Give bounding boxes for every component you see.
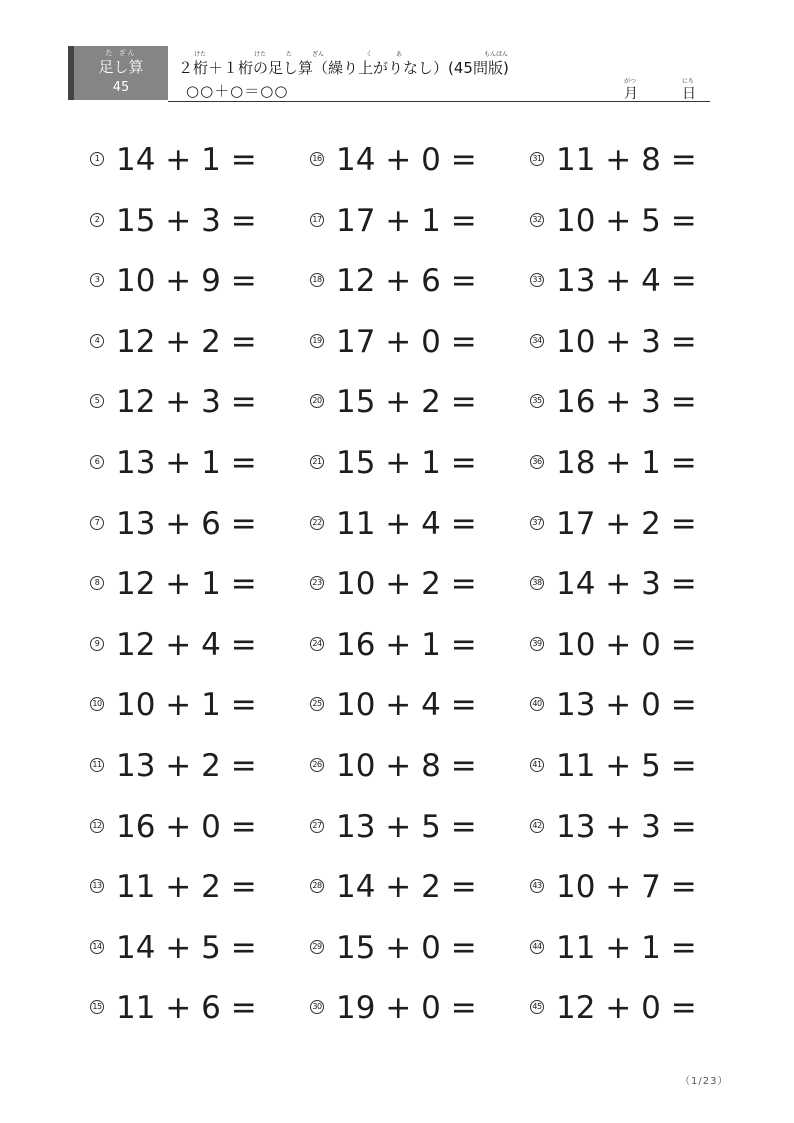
problem-expression: 12 + 6 = [336,263,477,300]
problem-number: 35 [530,394,544,408]
problem-number: 2 [90,213,104,227]
problem-number: 17 [310,213,324,227]
problem-expression: 14 + 0 = [336,142,477,178]
problem-number: 11 [90,758,104,772]
problem-expression: 11 + 8 = [556,142,697,178]
problem-number: 10 [90,697,104,711]
problem-expression: 12 + 1 = [116,566,257,603]
problem-number: 8 [90,576,104,590]
problem-number: 13 [90,879,104,893]
problem-number: 19 [310,334,324,348]
problem-number: 4 [90,334,104,348]
problem-number: 16 [310,152,324,166]
problem-expression: 14 + 1 = [116,142,257,178]
ruby-ku: く [366,51,373,58]
problem-expression: 11 + 1 = [556,929,697,966]
ruby-monban: もんばん [484,51,509,58]
worksheet-title: ２桁＋１桁の足し算（繰り上がりなし）(45問版) [178,59,509,77]
problem-expression: 11 + 2 = [116,869,257,906]
problem-number: 18 [310,273,324,287]
problem-number: 43 [530,879,544,893]
ruby-ta: た [286,51,293,58]
problem-number: 23 [310,576,324,590]
problem-expression: 13 + 6 = [116,505,257,542]
ruby-zan: ざん [312,51,325,58]
problem-number: 37 [530,516,544,530]
problem-expression: 14 + 5 = [116,929,257,966]
problem-number: 38 [530,576,544,590]
problem-expression: 15 + 1 = [336,445,477,481]
problem-number: 44 [530,940,544,954]
problem-expression: 11 + 6 = [116,990,257,1027]
problem-expression: 17 + 2 = [556,505,697,542]
problem-number: 33 [530,273,544,287]
problem-expression: 19 + 0 = [336,990,477,1027]
problem-expression: 12 + 3 = [116,384,257,421]
problem-expression: 10 + 2 = [336,566,477,603]
problem-expression: 16 + 1 = [336,626,477,663]
problem-expression: 10 + 5 = [556,202,697,239]
problem-number: 21 [310,455,324,469]
problem-number: 12 [90,819,104,833]
problem-number: 25 [310,697,324,711]
ruby-keta-2: けた [254,51,267,58]
problem-expression: 13 + 3 = [556,808,697,845]
problem-expression: 16 + 0 = [116,808,257,845]
problem-number: 22 [310,516,324,530]
problem-expression: 13 + 5 = [336,808,477,845]
problem-expression: 17 + 1 = [336,202,477,239]
category-ruby: た ざん [105,49,137,57]
problem-number: 28 [310,879,324,893]
problem-expression: 11 + 4 = [336,505,477,542]
problem-expression: 12 + 4 = [116,626,257,663]
problem-number: 15 [90,1000,104,1014]
month-ruby: がつ [624,78,637,85]
problem-expression: 16 + 3 = [556,384,697,421]
problem-number: 9 [90,637,104,651]
problem-expression: 10 + 4 = [336,687,477,724]
problem-expression: 15 + 0 = [336,929,477,966]
problem-expression: 13 + 4 = [556,263,697,300]
problem-expression: 14 + 3 = [556,566,697,603]
problem-number: 3 [90,273,104,287]
problem-number: 30 [310,1000,324,1014]
problem-expression: 10 + 1 = [116,687,257,724]
problem-expression: 15 + 3 = [116,202,257,239]
problem-number: 5 [90,394,104,408]
problem-number: 20 [310,394,324,408]
problem-number: 36 [530,455,544,469]
month-label: 月 [624,86,638,102]
problem-expression: 13 + 1 = [116,445,257,481]
problem-expression: 10 + 7 = [556,869,697,906]
problem-number: 34 [530,334,544,348]
problem-expression: 10 + 8 = [336,748,477,784]
problem-expression: 12 + 0 = [556,990,697,1027]
problem-number: 42 [530,819,544,833]
problem-number: 27 [310,819,324,833]
problem-number: 26 [310,758,324,772]
day-label: 日 [682,86,696,102]
day-ruby: にち [682,78,695,85]
problem-number: 31 [530,152,544,166]
problem-expression: 12 + 2 = [116,323,257,360]
problem-expression: 11 + 5 = [556,748,697,784]
problem-expression: 18 + 1 = [556,445,697,481]
problem-expression: 10 + 9 = [116,263,257,300]
category-number: 45 [112,80,130,95]
problem-number: 40 [530,697,544,711]
problem-number: 24 [310,637,324,651]
problem-expression: 17 + 0 = [336,323,477,360]
worksheet-subtitle: ○○＋○＝○○ [186,82,289,100]
problem-expression: 13 + 2 = [116,748,257,784]
problem-number: 39 [530,637,544,651]
problem-number: 1 [90,152,104,166]
ruby-a: あ [396,51,403,58]
problem-number: 7 [90,516,104,530]
category-title: 足し算 [98,58,144,76]
problem-number: 32 [530,213,544,227]
problem-number: 6 [90,455,104,469]
page-number: （1/23） [680,1076,729,1087]
problem-number: 14 [90,940,104,954]
problem-expression: 10 + 3 = [556,323,697,360]
problem-expression: 10 + 0 = [556,626,697,663]
problem-number: 41 [530,758,544,772]
problem-expression: 14 + 2 = [336,869,477,906]
problem-number: 45 [530,1000,544,1014]
problem-expression: 13 + 0 = [556,687,697,724]
ruby-keta-1: けた [194,51,207,58]
problem-expression: 15 + 2 = [336,384,477,421]
problem-number: 29 [310,940,324,954]
